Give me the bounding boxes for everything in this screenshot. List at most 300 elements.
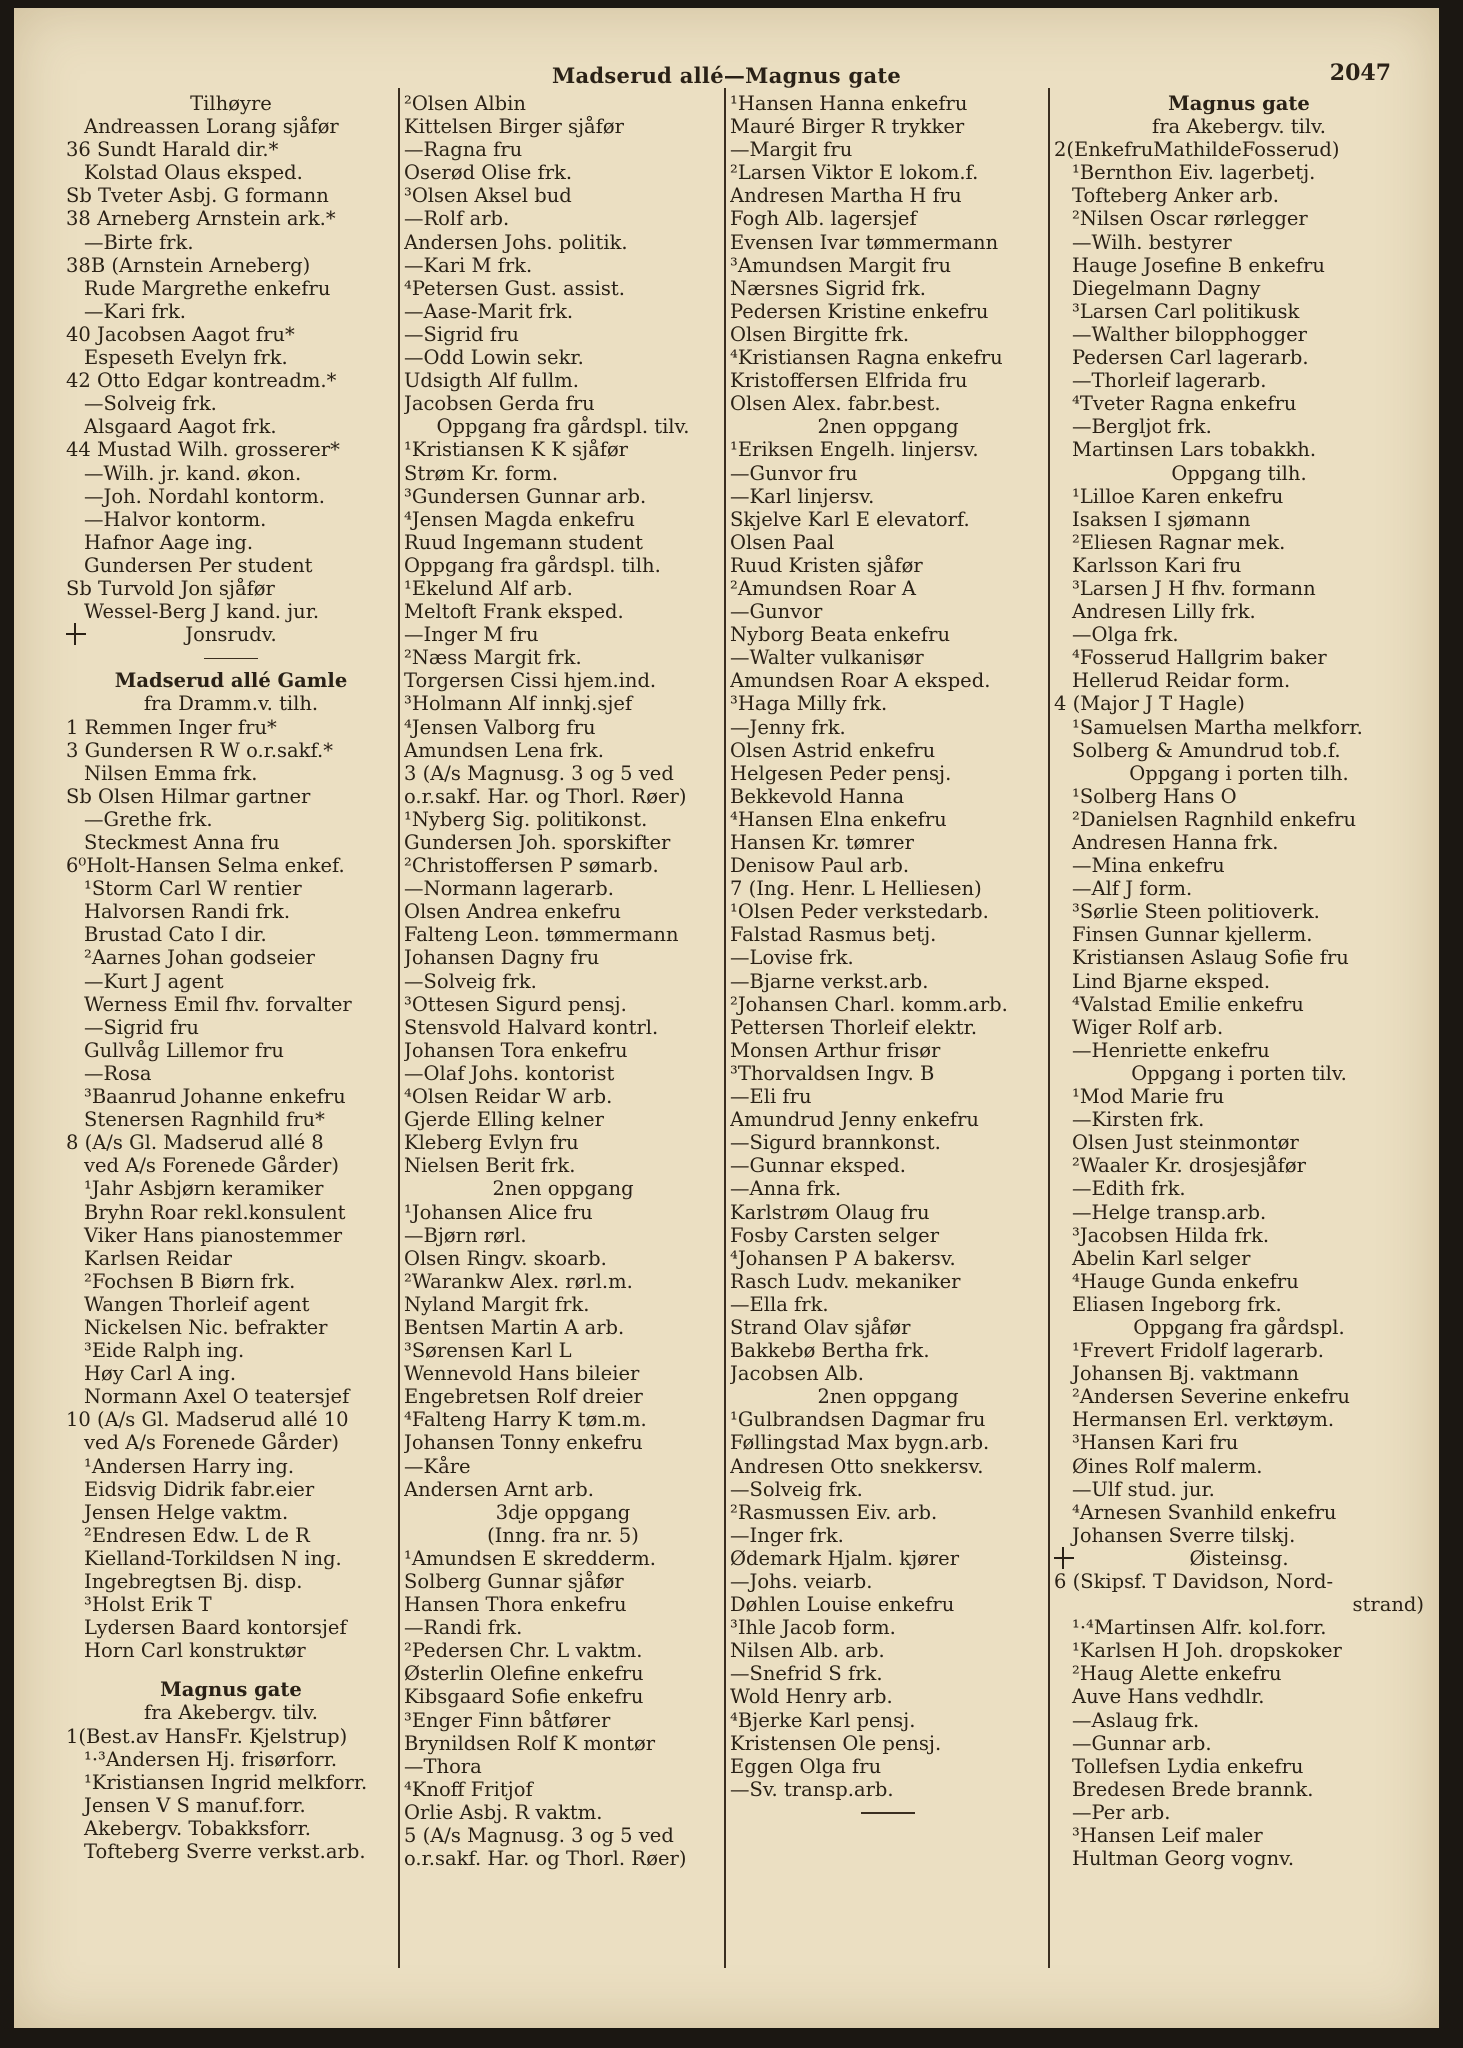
entry-text: ³Olsen Aksel bud bbox=[404, 184, 572, 208]
directory-entry bbox=[66, 462, 396, 485]
entry-text: Kibsgaard Sofie enkefru bbox=[404, 1685, 644, 1709]
entry-text: Oppgang tilh. bbox=[1171, 461, 1307, 485]
entry-text: Meltoft Frank eksped. bbox=[404, 600, 624, 624]
entry-text: Oppgang fra gårdspl. bbox=[1133, 1315, 1345, 1339]
entry-text: Ruud Ingemann student bbox=[404, 530, 644, 554]
entry-text: ³Larsen J H fhv. formann bbox=[1072, 576, 1316, 600]
entry-text: Oppgang fra gårdspl. tilh. bbox=[404, 553, 661, 577]
entry-text: Karlsson Kari fru bbox=[1072, 553, 1242, 577]
directory-entry bbox=[730, 1478, 1046, 1501]
entry-text: ⁴Arnesen Svanhild enkefru bbox=[1072, 1500, 1337, 1524]
entry-text: Andersen Arnt arb. bbox=[404, 1477, 594, 1501]
directory-entry bbox=[404, 1201, 722, 1224]
entry-text: —Halvor kontorm. bbox=[84, 507, 267, 531]
entry-text: Wiger Rolf arb. bbox=[1072, 1015, 1224, 1039]
entry-text: Ruud Kristen sjåfør bbox=[730, 553, 923, 577]
entry-text: Olsen Just steinmontør bbox=[1072, 1131, 1299, 1155]
entry-text: —Jenny frk. bbox=[730, 715, 846, 739]
directory-entry bbox=[730, 1224, 1046, 1247]
directory-entry bbox=[66, 1362, 396, 1385]
entry-text: —Aslaug frk. bbox=[1072, 1708, 1200, 1732]
directory-entry bbox=[1054, 1201, 1424, 1224]
directory-entry bbox=[1054, 1316, 1424, 1339]
entry-text: Nilsen Alb. arb. bbox=[730, 1639, 885, 1663]
entry-text: ⁴Jensen Magda enkefru bbox=[404, 507, 635, 531]
entry-text: 3 (A/s Magnusg. 3 og 5 ved bbox=[404, 761, 674, 785]
directory-entry bbox=[404, 1339, 722, 1362]
entry-text: —Walter vulkanisør bbox=[730, 646, 924, 670]
entry-text: ²Amundsen Roar A bbox=[730, 576, 916, 600]
directory-entry bbox=[66, 184, 396, 207]
directory-entry bbox=[730, 508, 1046, 531]
directory-entry bbox=[1054, 300, 1424, 323]
entry-text: Espeseth Evelyn frk. bbox=[84, 346, 288, 370]
directory-entry bbox=[404, 739, 722, 762]
entry-text: Martinsen Lars tobakkh. bbox=[1072, 438, 1317, 462]
directory-entry bbox=[1054, 946, 1424, 969]
directory-entry bbox=[1054, 1455, 1424, 1478]
directory-entry bbox=[66, 369, 396, 392]
entry-text: 6 (Skipsf. T Davidson, Nord- bbox=[1054, 1570, 1334, 1593]
entry-text: —Anna frk. bbox=[730, 1177, 842, 1201]
directory-entry bbox=[404, 392, 722, 415]
entry-text: —Kari frk. bbox=[84, 299, 187, 323]
entry-text: —Normann lagerarb. bbox=[404, 877, 614, 901]
entry-text: ³Larsen Carl politikusk bbox=[1072, 299, 1300, 323]
entry-text: —Karl linjersv. bbox=[730, 484, 875, 508]
entry-text: Wold Henry arb. bbox=[730, 1685, 893, 1709]
directory-entry bbox=[1054, 138, 1424, 161]
entry-text: —Olaf Johs. kontorist bbox=[404, 1061, 615, 1085]
entry-text: Magnus gate bbox=[160, 1678, 302, 1702]
directory-entry bbox=[730, 946, 1046, 969]
directory-entry bbox=[404, 1616, 722, 1639]
entry-text: ⁴Fosserud Hallgrim baker bbox=[1072, 646, 1327, 670]
entry-text: Monsen Arthur frisør bbox=[730, 1038, 941, 1062]
entry-text: Steckmest Anna fru bbox=[84, 831, 280, 854]
entry-text: Kristoffersen Elfrida fru bbox=[730, 369, 968, 393]
entry-text: Hellerud Reidar form. bbox=[1072, 669, 1291, 693]
directory-entry bbox=[404, 623, 722, 646]
entry-text: 4 (Major J T Hagle) bbox=[1054, 692, 1245, 716]
entry-text: Andresen Lilly frk. bbox=[1072, 600, 1256, 624]
directory-entry bbox=[66, 207, 396, 230]
entry-text: ³Haga Milly frk. bbox=[730, 692, 888, 716]
directory-entry bbox=[66, 993, 396, 1016]
directory-entry bbox=[66, 692, 396, 715]
directory-entry bbox=[66, 1408, 396, 1431]
entry-text: —Birte frk. bbox=[84, 230, 194, 254]
entry-text: fra Dramm.v. tilh. bbox=[143, 692, 319, 716]
entry-text: Gundersen Per student bbox=[84, 553, 313, 577]
directory-entry bbox=[730, 1062, 1046, 1085]
directory-entry bbox=[730, 1085, 1046, 1108]
entry-text: ¹Hansen Hanna enkefru bbox=[730, 92, 968, 115]
entry-text: Halvorsen Randi frk. bbox=[84, 900, 291, 924]
entry-text: ²Endresen Edw. L de R bbox=[84, 1523, 310, 1547]
directory-entry bbox=[66, 923, 396, 946]
directory-entry bbox=[730, 1108, 1046, 1131]
directory-entry bbox=[1054, 1616, 1424, 1639]
directory-entry bbox=[1054, 692, 1424, 715]
directory-entry bbox=[66, 415, 396, 438]
directory-entry bbox=[66, 1501, 396, 1524]
entry-text: —Solveig frk. bbox=[84, 392, 217, 416]
directory-entry bbox=[66, 1085, 396, 1108]
directory-entry bbox=[404, 1662, 722, 1685]
directory-entry bbox=[66, 508, 396, 531]
directory-entry bbox=[1054, 739, 1424, 762]
directory-entry bbox=[404, 1593, 722, 1616]
entry-text: —Ulf stud. jur. bbox=[1072, 1477, 1215, 1501]
directory-entry bbox=[1054, 669, 1424, 692]
directory-entry bbox=[66, 1701, 396, 1724]
directory-entry bbox=[1054, 254, 1424, 277]
column-rule bbox=[724, 88, 726, 1968]
directory-entry bbox=[730, 646, 1046, 669]
directory-entry bbox=[66, 277, 396, 300]
entry-text: ¹Johansen Alice fru bbox=[404, 1200, 593, 1224]
directory-entry bbox=[730, 854, 1046, 877]
directory-entry bbox=[66, 946, 396, 969]
directory-entry bbox=[404, 946, 722, 969]
entry-text: Johansen Tonny enkefru bbox=[404, 1431, 643, 1455]
directory-entry bbox=[404, 808, 722, 831]
entry-text: ²Næss Margit frk. bbox=[404, 646, 582, 670]
entry-text: —Johs. veiarb. bbox=[730, 1570, 873, 1593]
entry-text: —Kirsten frk. bbox=[1072, 1108, 1205, 1132]
directory-entry bbox=[404, 438, 722, 461]
entry-text: ³Hansen Kari fru bbox=[1072, 1431, 1239, 1455]
entry-text: ²Andersen Severine enkefru bbox=[1072, 1385, 1350, 1409]
directory-entry bbox=[730, 877, 1046, 900]
entry-text: —Edith frk. bbox=[1072, 1177, 1186, 1201]
directory-entry bbox=[404, 1131, 722, 1154]
entry-text: Tilhøyre bbox=[190, 92, 272, 115]
entry-text: Andersen Johs. politik. bbox=[404, 230, 628, 254]
directory-entry bbox=[730, 300, 1046, 323]
entry-text: —Inger M fru bbox=[404, 623, 539, 647]
entry-text: —Randi frk. bbox=[404, 1616, 523, 1640]
column-rule bbox=[398, 88, 400, 1968]
entry-text: Høy Carl A ing. bbox=[84, 1362, 237, 1386]
directory-entry bbox=[66, 1570, 396, 1593]
directory-entry bbox=[1054, 323, 1424, 346]
entry-text: Kleberg Evlyn fru bbox=[404, 1131, 579, 1155]
directory-entry bbox=[730, 438, 1046, 461]
entry-text: Døhlen Louise enkefru bbox=[730, 1593, 955, 1617]
directory-entry bbox=[66, 1524, 396, 1547]
directory-entry bbox=[730, 531, 1046, 554]
cross-street-icon bbox=[66, 623, 86, 645]
entry-text: ³Amundsen Margit fru bbox=[730, 253, 952, 277]
entry-text: Sb Turvold Jon sjåfør bbox=[66, 576, 275, 600]
directory-entry bbox=[730, 1016, 1046, 1039]
directory-entry bbox=[730, 993, 1046, 1016]
directory-entry bbox=[404, 785, 722, 808]
directory-entry bbox=[1054, 438, 1424, 461]
entry-text: Strøm Kr. form. bbox=[404, 461, 559, 485]
entry-text: Eggen Olga fru bbox=[730, 1754, 882, 1778]
directory-entry bbox=[404, 508, 722, 531]
directory-entry bbox=[730, 92, 1046, 115]
directory-entry bbox=[66, 1817, 396, 1840]
entry-text: Andresen Otto snekkersv. bbox=[730, 1454, 984, 1478]
directory-entry bbox=[1054, 415, 1424, 438]
entry-text: Horn Carl konstruktør bbox=[84, 1639, 306, 1663]
entry-text: Nickelsen Nic. befrakter bbox=[84, 1315, 328, 1339]
entry-text: ²Larsen Viktor E lokom.f. bbox=[730, 161, 979, 185]
directory-entry bbox=[730, 1247, 1046, 1270]
street-heading bbox=[66, 669, 396, 692]
entry-text: Sb Tveter Asbj. G formann bbox=[66, 184, 329, 208]
directory-entry bbox=[730, 161, 1046, 184]
entry-text: Amundsen Lena frk. bbox=[404, 738, 604, 762]
directory-entry bbox=[1054, 485, 1424, 508]
entry-text: Tofteberg Anker arb. bbox=[1072, 184, 1279, 208]
directory-entry bbox=[730, 1431, 1046, 1454]
entry-text: Denisow Paul arb. bbox=[730, 854, 910, 878]
directory-entry bbox=[404, 1293, 722, 1316]
directory-entry bbox=[404, 1016, 722, 1039]
entry-text: —Per arb. bbox=[1072, 1800, 1171, 1824]
entry-text: Hansen Thora enkefru bbox=[404, 1593, 627, 1617]
entry-text: ⁴Kristiansen Ragna enkefru bbox=[730, 346, 1003, 370]
directory-entry bbox=[730, 739, 1046, 762]
entry-text: ¹Ekelund Alf arb. bbox=[404, 576, 573, 600]
entry-text: ³Hansen Leif maler bbox=[1072, 1824, 1263, 1848]
directory-entry bbox=[404, 1085, 722, 1108]
entry-text: Jensen Helge vaktm. bbox=[84, 1500, 289, 1524]
directory-entry bbox=[1054, 277, 1424, 300]
directory-entry bbox=[404, 716, 722, 739]
directory-entry bbox=[66, 92, 396, 115]
entry-text: Helgesen Peder pensj. bbox=[730, 761, 952, 785]
entry-text: o.r.sakf. Har. og Thorl. Røer) bbox=[404, 784, 687, 808]
entry-text: 2nen oppgang bbox=[817, 415, 959, 439]
entry-text: ²Haug Alette enkefru bbox=[1072, 1662, 1282, 1686]
entry-text: ¹Storm Carl W rentier bbox=[84, 877, 302, 901]
directory-entry bbox=[66, 1270, 396, 1293]
directory-entry bbox=[1054, 1247, 1424, 1270]
entry-text: Hansen Kr. tømrer bbox=[730, 831, 914, 854]
entry-text: Madserud allé Gamle bbox=[114, 669, 348, 693]
entry-text: Auve Hans vedhdlr. bbox=[1072, 1685, 1265, 1709]
directory-entry bbox=[730, 323, 1046, 346]
directory-entry bbox=[404, 1224, 722, 1247]
entry-text: Orlie Asbj. R vaktm. bbox=[404, 1800, 603, 1824]
directory-entry bbox=[66, 1748, 396, 1771]
directory-entry bbox=[66, 762, 396, 785]
entry-text: Mauré Birger R trykker bbox=[730, 115, 965, 139]
entry-text: Sb Olsen Hilmar gartner bbox=[66, 784, 311, 808]
directory-entry bbox=[404, 115, 722, 138]
directory-entry bbox=[404, 1455, 722, 1478]
directory-entry bbox=[1054, 993, 1424, 1016]
directory-entry bbox=[66, 1478, 396, 1501]
directory-entry bbox=[66, 1455, 396, 1478]
entry-text: Diegelmann Dagny bbox=[1072, 276, 1261, 300]
directory-entry bbox=[730, 1685, 1046, 1708]
directory-entry bbox=[1054, 1293, 1424, 1316]
directory-entry bbox=[66, 577, 396, 600]
entry-text: ²Aarnes Johan godseier bbox=[84, 946, 316, 970]
entry-text: Udsigth Alf fullm. bbox=[404, 369, 579, 393]
directory-entry bbox=[730, 923, 1046, 946]
entry-text: —Kari M frk. bbox=[404, 253, 533, 277]
entry-text: Stensvold Halvard kontrl. bbox=[404, 1015, 659, 1039]
entry-text: —Grethe frk. bbox=[84, 807, 213, 831]
entry-text: ³Holmann Alf innkj.sjef bbox=[404, 692, 633, 716]
directory-entry bbox=[1054, 1431, 1424, 1454]
entry-text: —Olga frk. bbox=[1072, 623, 1179, 647]
entry-text: —Inger frk. bbox=[730, 1523, 844, 1547]
directory-entry bbox=[66, 1794, 396, 1817]
entry-text: ²Danielsen Ragnhild enkefru bbox=[1072, 807, 1357, 831]
entry-text: Normann Axel O teatersjef bbox=[84, 1385, 350, 1409]
entry-text: —Sigurd brannkonst. bbox=[730, 1131, 941, 1155]
entry-text: Oppgang i porten tilh. bbox=[1129, 761, 1349, 785]
entry-text: Falstad Rasmus betj. bbox=[730, 923, 937, 947]
entry-text: —Alf J form. bbox=[1072, 877, 1193, 901]
entry-text: Johansen Tora enkefru bbox=[404, 1038, 628, 1062]
entry-text: Jonsrudv. bbox=[185, 623, 277, 647]
directory-entry bbox=[404, 323, 722, 346]
entry-text: Oppgang i porten tilv. bbox=[1131, 1061, 1347, 1085]
entry-text: Rude Margrethe enkefru bbox=[84, 276, 331, 300]
entry-text: ¹Eriksen Engelh. linjersv. bbox=[730, 438, 979, 462]
entry-text: ³Jacobsen Hilda frk. bbox=[1072, 1223, 1270, 1247]
column-2 bbox=[404, 92, 722, 1972]
directory-entry bbox=[730, 1662, 1046, 1685]
directory-entry bbox=[730, 346, 1046, 369]
entry-text: —Wilh. bestyrer bbox=[1072, 230, 1232, 254]
directory-entry bbox=[404, 1824, 722, 1847]
directory-entry bbox=[730, 600, 1046, 623]
directory-entry bbox=[1054, 716, 1424, 739]
directory-entry bbox=[730, 1547, 1046, 1570]
entry-text: ²Johansen Charl. komm.arb. bbox=[730, 992, 1008, 1016]
entry-text: 38 Arneberg Arnstein ark.* bbox=[66, 207, 336, 231]
entry-text: —Ella frk. bbox=[730, 1292, 829, 1316]
entry-text: Gjerde Elling kelner bbox=[404, 1108, 604, 1132]
entry-text: 10 (A/s Gl. Madserud allé 10 bbox=[66, 1408, 349, 1432]
directory-entry bbox=[730, 207, 1046, 230]
entry-text: Hultman Georg vognv. bbox=[1072, 1847, 1295, 1871]
directory-entry bbox=[404, 1524, 722, 1547]
entry-text: ³Thorvaldsen Ingv. B bbox=[730, 1061, 935, 1085]
entry-text: —Bjarne verkst.arb. bbox=[730, 969, 929, 993]
entry-text: —Kåre bbox=[404, 1454, 471, 1478]
entry-text: Føllingstad Max bygn.arb. bbox=[730, 1431, 990, 1455]
entry-text: —Helge transp.arb. bbox=[1072, 1200, 1267, 1224]
entry-text: 7 (Ing. Henr. L Helliesen) bbox=[730, 877, 982, 901]
entry-text: Brustad Cato I dir. bbox=[84, 923, 267, 947]
entry-text: ¹Jahr Asbjørn keramiker bbox=[84, 1177, 324, 1201]
directory-entry bbox=[1054, 346, 1424, 369]
entry-text: ⁴Falteng Harry K tøm.m. bbox=[404, 1408, 647, 1432]
entry-text: —Thora bbox=[404, 1754, 482, 1778]
entry-text: ³Gundersen Gunnar arb. bbox=[404, 484, 647, 508]
section-divider bbox=[730, 1801, 1046, 1824]
directory-entry bbox=[404, 600, 722, 623]
entry-text: Abelin Karl selger bbox=[1072, 1246, 1251, 1270]
directory-entry bbox=[1054, 900, 1424, 923]
directory-entry bbox=[1054, 1108, 1424, 1131]
directory-entry bbox=[404, 831, 722, 854]
directory-entry bbox=[730, 1039, 1046, 1062]
entry-text: —Wilh. jr. kand. økon. bbox=[84, 461, 302, 485]
entry-text: (Inng. fra nr. 5) bbox=[487, 1523, 639, 1547]
directory-entry bbox=[66, 1108, 396, 1131]
directory-entry bbox=[1054, 1662, 1424, 1685]
directory-entry bbox=[66, 554, 396, 577]
directory-entry bbox=[404, 877, 722, 900]
entry-text: —Rosa bbox=[84, 1061, 152, 1085]
entry-text: ³Eide Ralph ing. bbox=[84, 1339, 245, 1363]
directory-entry bbox=[66, 346, 396, 369]
directory-entry bbox=[1054, 1154, 1424, 1177]
entry-text: 3dje oppgang bbox=[495, 1500, 631, 1524]
entry-text: 44 Mustad Wilh. grosserer* bbox=[66, 438, 340, 462]
directory-entry bbox=[1054, 184, 1424, 207]
directory-entry bbox=[1054, 1177, 1424, 1200]
column-1 bbox=[66, 92, 396, 1972]
directory-entry bbox=[1054, 808, 1424, 831]
entry-text: Magnus gate bbox=[1168, 92, 1310, 115]
directory-entry bbox=[1054, 369, 1424, 392]
directory-entry bbox=[404, 531, 722, 554]
entry-text: Johansen Bj. vaktmann bbox=[1072, 1362, 1299, 1386]
entry-text: Kielland-Torkildsen N ing. bbox=[84, 1546, 342, 1570]
directory-entry bbox=[404, 184, 722, 207]
directory-entry bbox=[730, 554, 1046, 577]
entry-text: Lydersen Baard kontorsjef bbox=[84, 1616, 347, 1640]
entry-text: Amundrud Jenny enkefru bbox=[730, 1108, 979, 1132]
directory-entry bbox=[730, 831, 1046, 854]
entry-text: —Joh. Nordahl kontorm. bbox=[84, 484, 325, 508]
directory-entry bbox=[730, 462, 1046, 485]
entry-text: Andreassen Lorang sjåfør bbox=[84, 115, 339, 139]
directory-entry bbox=[730, 485, 1046, 508]
directory-entry bbox=[730, 808, 1046, 831]
directory-entry bbox=[66, 1039, 396, 1062]
directory-entry bbox=[730, 1316, 1046, 1339]
entry-text: Olsen Andrea enkefru bbox=[404, 900, 621, 924]
directory-entry bbox=[404, 346, 722, 369]
directory-entry bbox=[1054, 1824, 1424, 1847]
entry-text: Finsen Gunnar kjellerm. bbox=[1072, 923, 1313, 947]
directory-entry bbox=[730, 692, 1046, 715]
entry-text: ³Holst Erik T bbox=[84, 1593, 212, 1617]
directory-entry bbox=[404, 900, 722, 923]
directory-entry bbox=[66, 1431, 396, 1454]
directory-entry bbox=[730, 277, 1046, 300]
entry-text: Tollefsen Lydia enkefru bbox=[1072, 1754, 1304, 1778]
directory-entry bbox=[730, 1732, 1046, 1755]
entry-text: —Odd Lowin sekr. bbox=[404, 346, 584, 370]
entry-text: Wessel-Berg J kand. jur. bbox=[84, 600, 320, 624]
entry-text: ¹Lilloe Karen enkefru bbox=[1072, 484, 1284, 508]
entry-text: ¹Olsen Peder verkstedarb. bbox=[730, 900, 989, 924]
directory-entry bbox=[66, 392, 396, 415]
entry-text: 1(Best.av HansFr. Kjelstrup) bbox=[66, 1724, 348, 1748]
entry-text: Falteng Leon. tømmermann bbox=[404, 923, 679, 947]
directory-entry bbox=[1054, 1685, 1424, 1708]
entry-text: ved A/s Forenede Gårder) bbox=[84, 1154, 339, 1178]
entry-text: Østerlin Olefine enkefru bbox=[404, 1662, 644, 1686]
entry-text: Amundsen Roar A eksped. bbox=[730, 669, 991, 693]
